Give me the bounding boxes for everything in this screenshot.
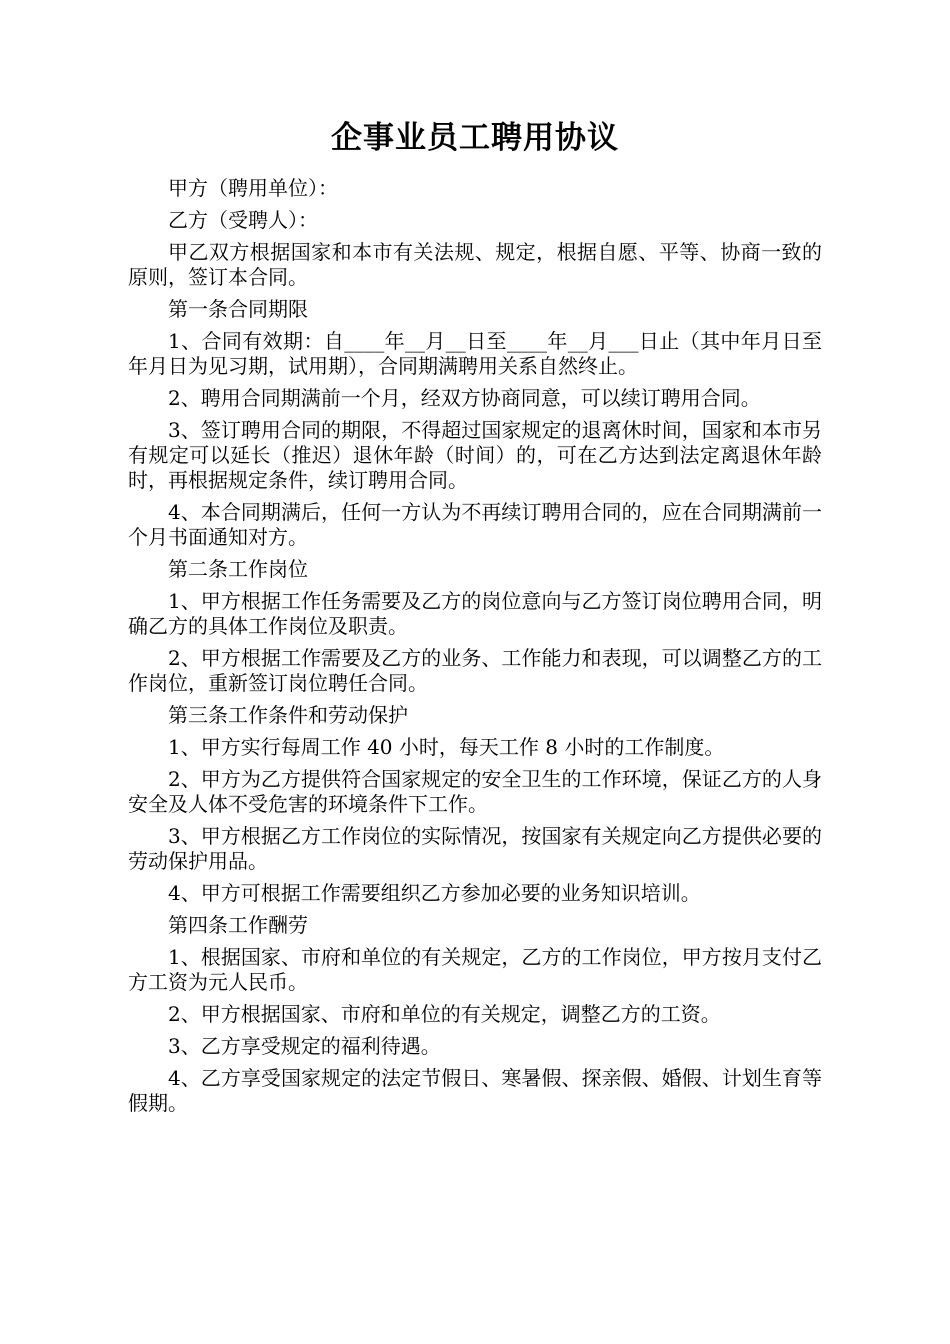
article-3-clause-3: 3、甲方根据乙方工作岗位的实际情况，按国家有关规定向乙方提供必要的劳动保护用品。 xyxy=(128,824,822,873)
article-3-heading: 第三条工作条件和劳动保护 xyxy=(168,703,408,727)
article-2-clause-1: 1、甲方根据工作任务需要及乙方的岗位意向与乙方签订岗位聘用合同，明确乙方的具体工作岗位及职责。 xyxy=(128,589,822,638)
article-4-clause-3: 3、乙方享受规定的福利待遇。 xyxy=(168,1034,441,1058)
article-3-clause-2: 2、甲方为乙方提供符合国家规定的安全卫生的工作环境，保证乙方的人身安全及人体不受危害的环境条件下工作。 xyxy=(128,767,822,816)
article-1-clause-3: 3、签订聘用合同的期限，不得超过国家规定的退离休时间，国家和本市另有规定可以延长（推迟）退休年龄（时间）的，可在乙方达到法定离退休年龄时，再根据规定条件，续订聘用合同。 xyxy=(128,418,822,492)
article-2-heading: 第二条工作岗位 xyxy=(168,557,308,581)
article-3-clause-1: 1、甲方实行每周工作 40 小时，每天工作 8 小时的工作制度。 xyxy=(168,735,725,759)
article-4-clause-2: 2、甲方根据国家、市府和单位的有关规定，调整乙方的工资。 xyxy=(168,1002,721,1026)
article-4-clause-1: 1、根据国家、市府和单位的有关规定，乙方的工作岗位，甲方按月支付乙方工资为元人民币。 xyxy=(128,945,822,994)
article-1-clause-4: 4、本合同期满后，任何一方认为不再续订聘用合同的，应在合同期满前一个月书面通知对方。 xyxy=(128,500,822,549)
article-4-heading: 第四条工作酬劳 xyxy=(168,913,308,937)
article-1-heading: 第一条合同期限 xyxy=(168,297,308,321)
article-4-clause-4: 4、乙方享受国家规定的法定节假日、寒暑假、探亲假、婚假、计划生育等假期。 xyxy=(128,1066,822,1115)
article-2-clause-2: 2、甲方根据工作需要及乙方的业务、工作能力和表现，可以调整乙方的工作岗位，重新签订岗位聘任合同。 xyxy=(128,646,822,695)
article-1-clause-2: 2、聘用合同期满前一个月，经双方协商同意，可以续订聘用合同。 xyxy=(168,386,761,410)
party-a-line: 甲方（聘用单位）： xyxy=(168,176,338,200)
document-title: 企事业员工聘用协议 xyxy=(331,120,619,156)
article-3-clause-4: 4、甲方可根据工作需要组织乙方参加必要的业务知识培训。 xyxy=(168,881,701,905)
party-b-line: 乙方（受聘人）： xyxy=(168,208,318,232)
article-1-clause-1: 1、合同有效期：自____年__月__日至____年__月___日止（其中年月日至年月日为见习期，试用期），合同期满聘用关系自然终止。 xyxy=(128,329,822,378)
document-body xyxy=(128,176,822,1123)
preamble-paragraph: 甲乙双方根据国家和本市有关法规、规定，根据自愿、平等、协商一致的原则，签订本合同。 xyxy=(128,240,822,289)
